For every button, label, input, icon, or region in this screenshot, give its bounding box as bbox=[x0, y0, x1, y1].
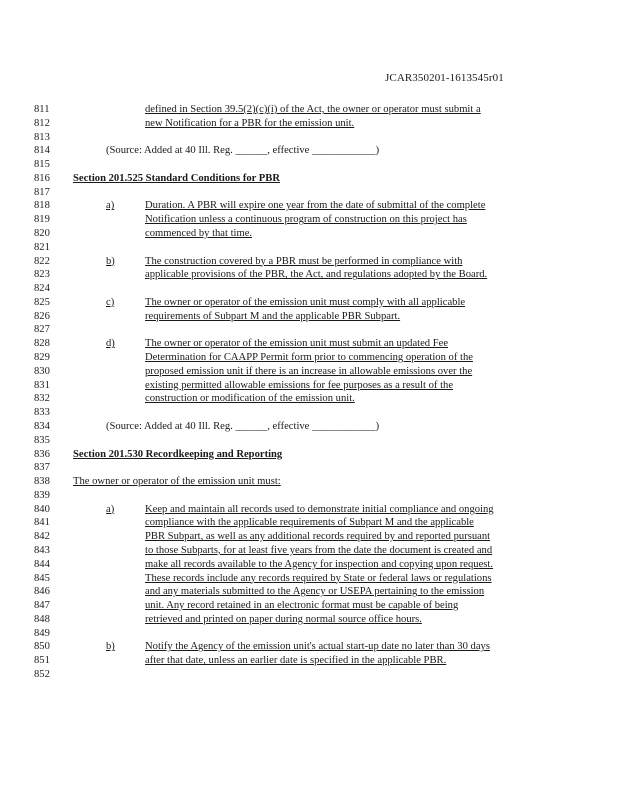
body-text: The owner or operator of the emission unit must submit an updated Fee bbox=[145, 338, 449, 350]
document-line bbox=[0, 475, 618, 488]
document-line bbox=[0, 199, 618, 212]
document-line bbox=[0, 461, 618, 474]
body-text: These records include any records required by State or federal laws or regulations bbox=[145, 572, 492, 584]
line-number: 815 bbox=[34, 159, 50, 171]
line-number: 832 bbox=[34, 393, 50, 405]
document-line bbox=[0, 585, 618, 598]
line-number: 824 bbox=[34, 283, 50, 295]
document-line bbox=[0, 406, 618, 419]
line-number: 820 bbox=[34, 228, 50, 240]
line-number: 823 bbox=[34, 269, 50, 281]
line-number: 850 bbox=[34, 641, 50, 653]
source-note: (Source: Added at 40 Ill. Reg. ______, effective ____________) bbox=[106, 420, 380, 432]
document-line bbox=[0, 558, 618, 571]
document-line bbox=[0, 448, 618, 461]
line-number: 811 bbox=[34, 104, 50, 115]
line-number: 818 bbox=[34, 200, 50, 212]
body-text: new Notification for a PBR for the emission unit. bbox=[145, 117, 355, 129]
document-line bbox=[0, 613, 618, 626]
section-heading: Section 201.525 Standard Conditions for PBR bbox=[73, 172, 280, 184]
document-line bbox=[0, 296, 618, 309]
line-number: 826 bbox=[34, 310, 50, 322]
line-number: 825 bbox=[34, 296, 50, 308]
item-label: d) bbox=[106, 338, 115, 350]
document-line bbox=[0, 227, 618, 240]
document-line bbox=[0, 158, 618, 171]
line-number: 829 bbox=[34, 352, 50, 364]
document-id: JCAR350201-1613545r01 bbox=[385, 72, 504, 84]
line-number: 822 bbox=[34, 255, 50, 267]
body-text: make all records available to the Agency for inspection and copying upon request. bbox=[145, 558, 494, 570]
body-text: compliance with the applicable requirements of Subpart M and the applicable bbox=[145, 517, 474, 529]
line-number: 816 bbox=[34, 172, 50, 184]
body-text: requirements of Subpart M and the applicable PBR Subpart. bbox=[145, 310, 401, 322]
document-line bbox=[0, 434, 618, 447]
intro-text: The owner or operator of the emission unit must: bbox=[73, 476, 281, 488]
document-line bbox=[0, 268, 618, 281]
line-number: 849 bbox=[34, 627, 50, 639]
body-text: Determination for CAAPP Permit form prior to commencing operation of the bbox=[145, 352, 473, 364]
line-number: 848 bbox=[34, 613, 50, 625]
document-line bbox=[0, 503, 618, 516]
body-text: PBR Subpart, as well as any additional records required by and reported pursuant bbox=[145, 531, 491, 543]
source-note: (Source: Added at 40 Ill. Reg. ______, effective ____________) bbox=[106, 145, 380, 157]
line-number: 835 bbox=[34, 434, 50, 446]
document-line bbox=[0, 337, 618, 350]
document-line bbox=[0, 144, 618, 157]
line-number: 831 bbox=[34, 379, 50, 391]
document-line bbox=[0, 131, 618, 144]
line-number: 834 bbox=[34, 420, 50, 432]
document-line bbox=[0, 241, 618, 254]
document-line bbox=[0, 213, 618, 226]
document-line bbox=[0, 310, 618, 323]
document-line bbox=[0, 599, 618, 612]
body-text: retrieved and printed on paper during normal source office hours. bbox=[145, 613, 422, 625]
line-number: 841 bbox=[34, 517, 50, 529]
document-line bbox=[0, 489, 618, 502]
document-line bbox=[0, 668, 618, 681]
body-text: Notify the Agency of the emission unit's actual start-up date no later than 30 days bbox=[145, 641, 490, 653]
line-number: 812 bbox=[34, 117, 50, 129]
line-number: 830 bbox=[34, 365, 50, 377]
document-line bbox=[0, 255, 618, 268]
document-line bbox=[0, 351, 618, 364]
body-text: proposed emission unit if there is an increase in allowable emissions over the bbox=[145, 365, 473, 377]
line-number: 827 bbox=[34, 324, 50, 336]
body-text: Duration. A PBR will expire one year from the date of submittal of the complete bbox=[145, 200, 486, 212]
item-label: b) bbox=[106, 641, 115, 653]
line-number: 813 bbox=[34, 131, 50, 143]
body-text: Keep and maintain all records used to demonstrate initial compliance and ongoing bbox=[145, 503, 494, 515]
body-text: The owner or operator of the emission unit must comply with all applicable bbox=[145, 296, 466, 308]
body-text: construction or modification of the emission unit. bbox=[145, 393, 355, 405]
item-label: b) bbox=[106, 255, 115, 267]
line-number: 842 bbox=[34, 531, 50, 543]
item-label: c) bbox=[106, 296, 115, 308]
line-number: 828 bbox=[34, 338, 50, 350]
line-number: 839 bbox=[34, 489, 50, 501]
document-line bbox=[0, 103, 618, 116]
line-number: 836 bbox=[34, 448, 50, 460]
document-line bbox=[0, 365, 618, 378]
item-label: a) bbox=[106, 200, 115, 212]
body-text: existing permitted allowable emissions for fee purposes as a result of the bbox=[145, 379, 454, 391]
document-line bbox=[0, 420, 618, 433]
line-number: 837 bbox=[34, 462, 50, 474]
document-line bbox=[0, 282, 618, 295]
document-line bbox=[0, 172, 618, 185]
line-number: 840 bbox=[34, 503, 50, 515]
body-text: applicable provisions of the PBR, the Act, and regulations adopted by the Board. bbox=[145, 269, 488, 281]
line-number: 844 bbox=[34, 558, 50, 570]
body-text: commenced by that time. bbox=[145, 228, 253, 240]
document-line bbox=[0, 117, 618, 130]
body-text: after that date, unless an earlier date is specified in the applicable PBR. bbox=[145, 655, 447, 667]
line-number: 838 bbox=[34, 476, 50, 488]
document-line bbox=[0, 379, 618, 392]
line-number: 847 bbox=[34, 600, 50, 612]
body-text: The construction covered by a PBR must be performed in compliance with bbox=[145, 255, 463, 267]
line-number: 814 bbox=[34, 145, 50, 157]
document-line bbox=[0, 572, 618, 585]
item-label: a) bbox=[106, 503, 115, 515]
line-number: 851 bbox=[34, 655, 50, 667]
document-line bbox=[0, 530, 618, 543]
document-line bbox=[0, 654, 618, 667]
body-text: Notification unless a continuous program of construction on this project has bbox=[145, 214, 467, 226]
line-number: 819 bbox=[34, 214, 50, 226]
line-number: 852 bbox=[34, 668, 50, 680]
line-number: 817 bbox=[34, 186, 50, 198]
line-number: 845 bbox=[34, 572, 50, 584]
document-line bbox=[0, 516, 618, 529]
body-text: defined in Section 39.5(2)(c)(i) of the Act, the owner or operator must submit a bbox=[145, 104, 481, 115]
body-text: to those Subparts, for at least five years from the date the document is created and bbox=[145, 544, 493, 556]
document-line bbox=[0, 640, 618, 653]
document-line bbox=[0, 186, 618, 199]
line-number: 843 bbox=[34, 544, 50, 556]
document-line bbox=[0, 392, 618, 405]
section-heading: Section 201.530 Recordkeeping and Reporting bbox=[73, 448, 283, 460]
line-number: 821 bbox=[34, 241, 50, 253]
document-line bbox=[0, 323, 618, 336]
document-line bbox=[0, 627, 618, 640]
line-number: 833 bbox=[34, 407, 50, 419]
document-line bbox=[0, 544, 618, 557]
body-text: and any materials submitted to the Agency or USEPA pertaining to the emission bbox=[145, 586, 485, 598]
body-text: unit. Any record retained in an electronic format must be capable of being bbox=[145, 600, 459, 612]
line-number: 846 bbox=[34, 586, 50, 598]
